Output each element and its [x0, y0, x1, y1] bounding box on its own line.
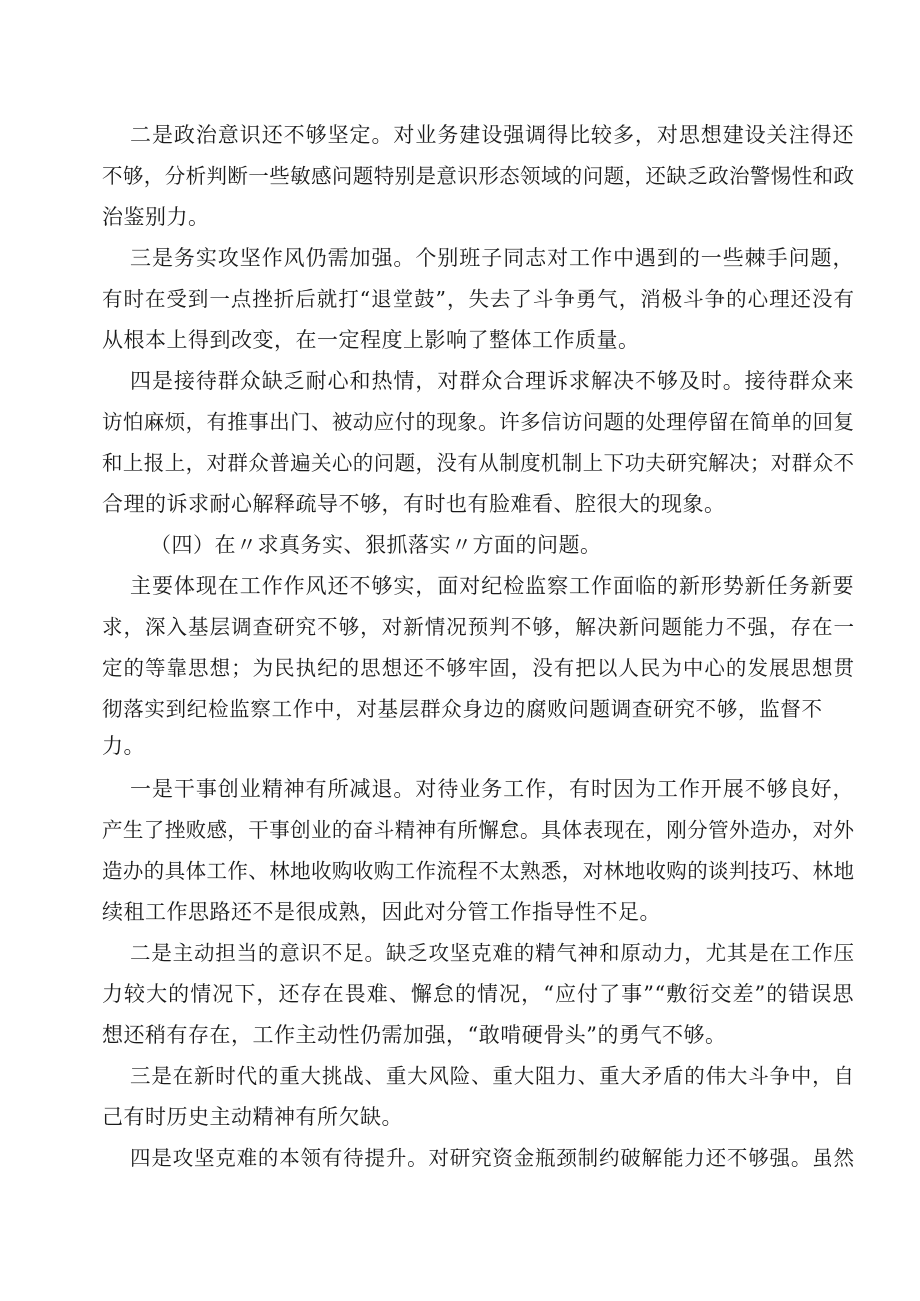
paragraph-line: 主要体现在工作作风还不够实，面对纪检监察工作面临的新形势新任务新要 [130, 574, 854, 598]
paragraph-line: 四是攻坚克难的本领有待提升。对研究资金瓶颈制约破解能力还不够强。虽然 [130, 1146, 854, 1170]
paragraph-line: 力。 [102, 734, 145, 758]
paragraph-line: 续租工作思路还不是很成熟，因此对分管工作指导性不足。 [102, 900, 661, 924]
paragraph-line: 二是政治意识还不够坚定。对业务建设强调得比较多，对思想建设关注得还 [130, 123, 854, 147]
paragraph-line: 三是在新时代的重大挑战、重大风险、重大阻力、重大矛盾的伟大斗争中，自 [130, 1064, 854, 1088]
paragraph-line: 力较大的情况下，还存在畏难、懈怠的情况，“应付了事”“敷衍交差”的错误思 [102, 982, 854, 1006]
paragraph-line: 己有时历史主动精神有所欠缺。 [102, 1105, 403, 1129]
paragraph-line: 产生了挫败感，干事创业的奋斗精神有所懈怠。具体表现在，刚分管外造办，对外 [102, 818, 854, 842]
paragraph-line: 四是接待群众缺乏耐心和热情，对群众合理诉求解决不够及时。接待群众来 [130, 369, 854, 393]
paragraph-line: 三是务实攻坚作风仍需加强。个别班子同志对工作中遇到的一些棘手问题， [130, 246, 854, 270]
paragraph-line: 彻落实到纪检监察工作中，对基层群众身边的腐败问题调查研究不够，监督不 [102, 697, 822, 721]
paragraph-line: 二是主动担当的意识不足。缺乏攻坚克难的精气神和原动力，尤其是在工作压 [130, 941, 854, 965]
paragraph-line: 想还稍有存在，工作主动性仍需加强，“敢啃硬骨头”的勇气不够。 [102, 1023, 727, 1047]
paragraph-line: 不够，分析判断一些敏感问题特别是意识形态领域的问题，还缺乏政治警惕性和政 [102, 164, 854, 188]
paragraph-line: 有时在受到一点挫折后就打“退堂鼓”，失去了斗争勇气，消极斗争的心理还没有 [102, 287, 854, 311]
paragraph-line: 从根本上得到改变，在一定程度上影响了整体工作质量。 [102, 328, 640, 352]
paragraph-line: 访怕麻烦，有推事出门、被动应付的现象。许多信访问题的处理停留在简单的回复 [102, 410, 854, 434]
paragraph-line: 求，深入基层调查研究不够，对新情况预判不够，解决新问题能力不强，存在一 [102, 615, 854, 639]
paragraph-line: 和上报上，对群众普遍关心的问题，没有从制度机制上下功夫研究解决；对群众不 [102, 451, 854, 475]
paragraph-line: 治鉴别力。 [102, 205, 210, 229]
paragraph-line: 合理的诉求耐心解释疏导不够，有时也有脸难看、腔很大的现象。 [102, 492, 726, 516]
paragraph-line: 一是干事创业精神有所减退。对待业务工作，有时因为工作开展不够良好， [130, 777, 854, 801]
paragraph-line: 造办的具体工作、林地收购收购工作流程不太熟悉，对林地收购的谈判技巧、林地 [102, 859, 854, 883]
paragraph-line: 定的等靠思想；为民执纪的思想还不够牢固，没有把以人民为中心的发展思想贯 [102, 656, 854, 680]
section-heading: （四）在〃求真务实、狠抓落实〃方面的问题。 [150, 533, 602, 557]
